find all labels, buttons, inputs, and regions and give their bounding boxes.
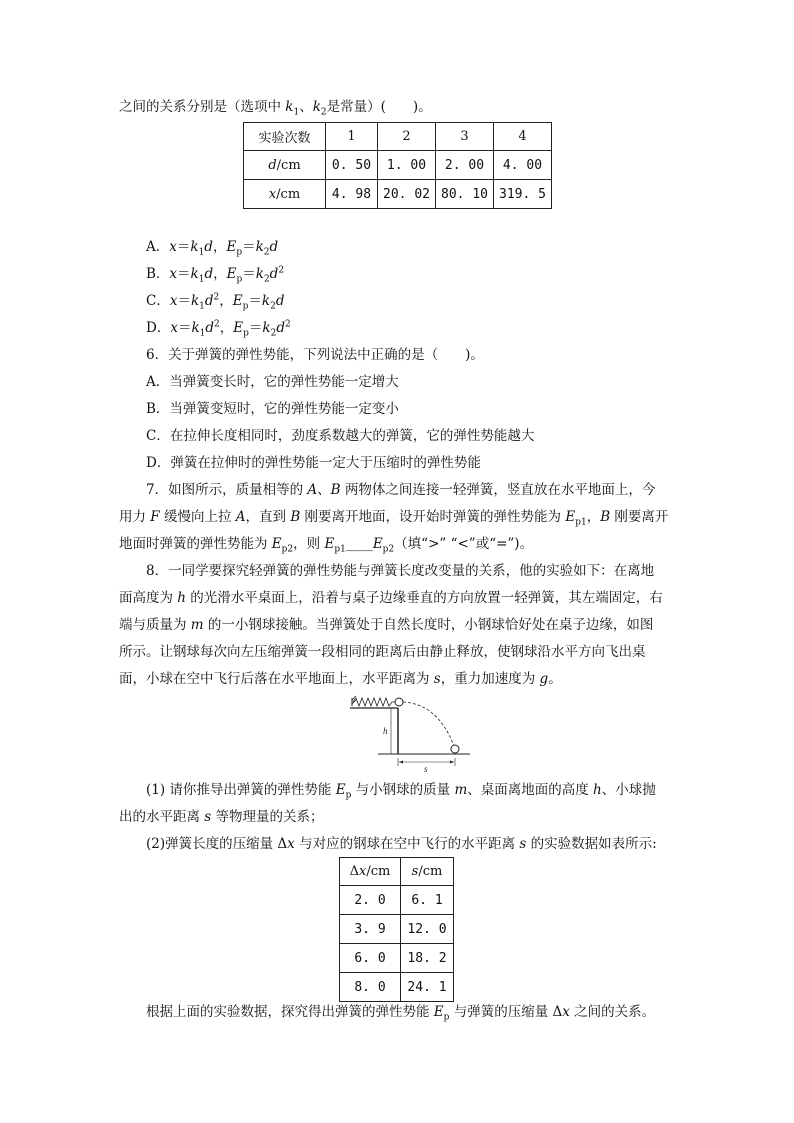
table-header-cell: 3 (436, 123, 494, 151)
table-d-x (243, 122, 552, 209)
q5-option-a: A．$x=k_1d$，$E_p=k_2d$ (146, 239, 279, 258)
table-dx-s (339, 857, 454, 1002)
q6-option-b: B．当弹簧变短时，它的弹性势能一定变小 (146, 401, 399, 417)
table-cell: 0. 50 (326, 151, 378, 180)
table-cell: 1. 00 (378, 151, 436, 180)
table-cell: 18. 2 (401, 944, 454, 973)
q8-line-2: 面高度为 h 的光滑水平桌面上，沿着与桌子边缘垂直的方向放置一轻弹簧，其左端固定，右 (119, 590, 663, 606)
q8-line-1: 8．一同学要探究轻弹簧的弹性势能与弹簧长度改变量的关系，他的实验如下：在离地 (146, 563, 655, 579)
table-cell: 6. 1 (401, 886, 454, 915)
table-header-cell: s/cm (401, 858, 454, 886)
q8-line-5: 面，小球在空中飞行后落在水平地面上，水平距离为 s，重力加速度为 g。 (119, 671, 562, 687)
q7-line-2: 用力 F 缓慢向上拉 A，直到 B 刚要离开地面，设开始时弹簧的弹性势能为 $E_{p1}$，B 刚要离开 (119, 509, 669, 528)
table-cell: 4. 98 (326, 180, 378, 209)
q8-part1-line-1: (1) 请你推导出弹簧的弹性势能 $E_p$ 与小钢球的质量 m、桌面离地面的高度 h、小球抛 (146, 782, 656, 801)
table-header-cell: Δx/cm (340, 858, 401, 886)
table-cell: 2. 00 (436, 151, 494, 180)
table-cell: 2. 0 (340, 886, 401, 915)
table-cell: 12. 0 (401, 915, 454, 944)
q5-intro: 之间的关系分别是（选项中 $k_1$、$k_2$是常量）( )。 (119, 99, 432, 118)
table-cell: 6. 0 (340, 944, 401, 973)
table-row-label: x/cm (244, 180, 326, 209)
figure-label-h: h (383, 726, 388, 736)
spring-projectile-figure (348, 692, 478, 772)
q7-line-3: 地面时弹簧的弹性势能为 $E_{p2}$，则 $E_{p1}\_\_\_\_E_{p2}$（填“>” “<”或“=”)。 (119, 536, 534, 555)
figure-label-s: s (424, 764, 428, 772)
table-header-cell: 4 (494, 123, 552, 151)
table-cell: 20. 02 (378, 180, 436, 209)
table-header-cell: 1 (326, 123, 378, 151)
q5-option-d: D．$x=k_1d^2$，$E_p=k_2d^2$ (146, 319, 291, 339)
q6-option-d: D．弹簧在拉伸时的弹性势能一定大于压缩时的弹性势能 (146, 455, 481, 471)
q5-option-b: B．$x=k_1d$，$E_p=k_2d^2$ (146, 265, 285, 285)
table-cell: 4. 00 (494, 151, 552, 180)
table-header-cell: 2 (378, 123, 436, 151)
table-header-cell: 实验次数 (244, 123, 326, 151)
q7-line-1: 7．如图所示，质量相等的 A、B 两物体之间连接一轻弹簧，竖直放在水平地面上，今 (146, 482, 656, 498)
q8-line-3: 端与质量为 m 的一小钢球接触。当弹簧处于自然长度时，小钢球恰好处在桌子边缘，如图 (119, 617, 654, 633)
table-row-label: d/cm (244, 151, 326, 180)
q5-option-c: C．$x=k_1d^2$，$E_p=k_2d$ (146, 292, 285, 312)
table-cell: 3. 9 (340, 915, 401, 944)
q6-option-a: A．当弹簧变长时，它的弹性势能一定增大 (146, 374, 399, 390)
q8-line-4: 所示。让钢球每次向左压缩弹簧一段相同的距离后由静止释放，使钢球沿水平方向飞出桌 (119, 644, 646, 660)
q6-option-c: C．在拉伸长度相同时，劲度系数越大的弹簧，它的弹性势能越大 (146, 428, 535, 444)
table-cell: 80. 10 (436, 180, 494, 209)
q8-part1-line-2: 出的水平距离 s 等物理量的关系； (119, 809, 324, 825)
q8-part2: (2)弹簧长度的压缩量 Δx 与对应的钢球在空中飞行的水平距离 s 的实验数据如表所示: (146, 836, 657, 852)
table-cell: 319. 5 (494, 180, 552, 209)
q6-stem: 6．关于弹簧的弹性势能，下列说法中正确的是（ )。 (146, 347, 484, 363)
table-cell: 8. 0 (340, 973, 401, 1002)
q8-conclusion: 根据上面的实验数据，探究得出弹簧的弹性势能 $E_p$ 与弹簧的压缩量 Δx 之间的关系。 (146, 1004, 656, 1023)
table-cell: 24. 1 (401, 973, 454, 1002)
